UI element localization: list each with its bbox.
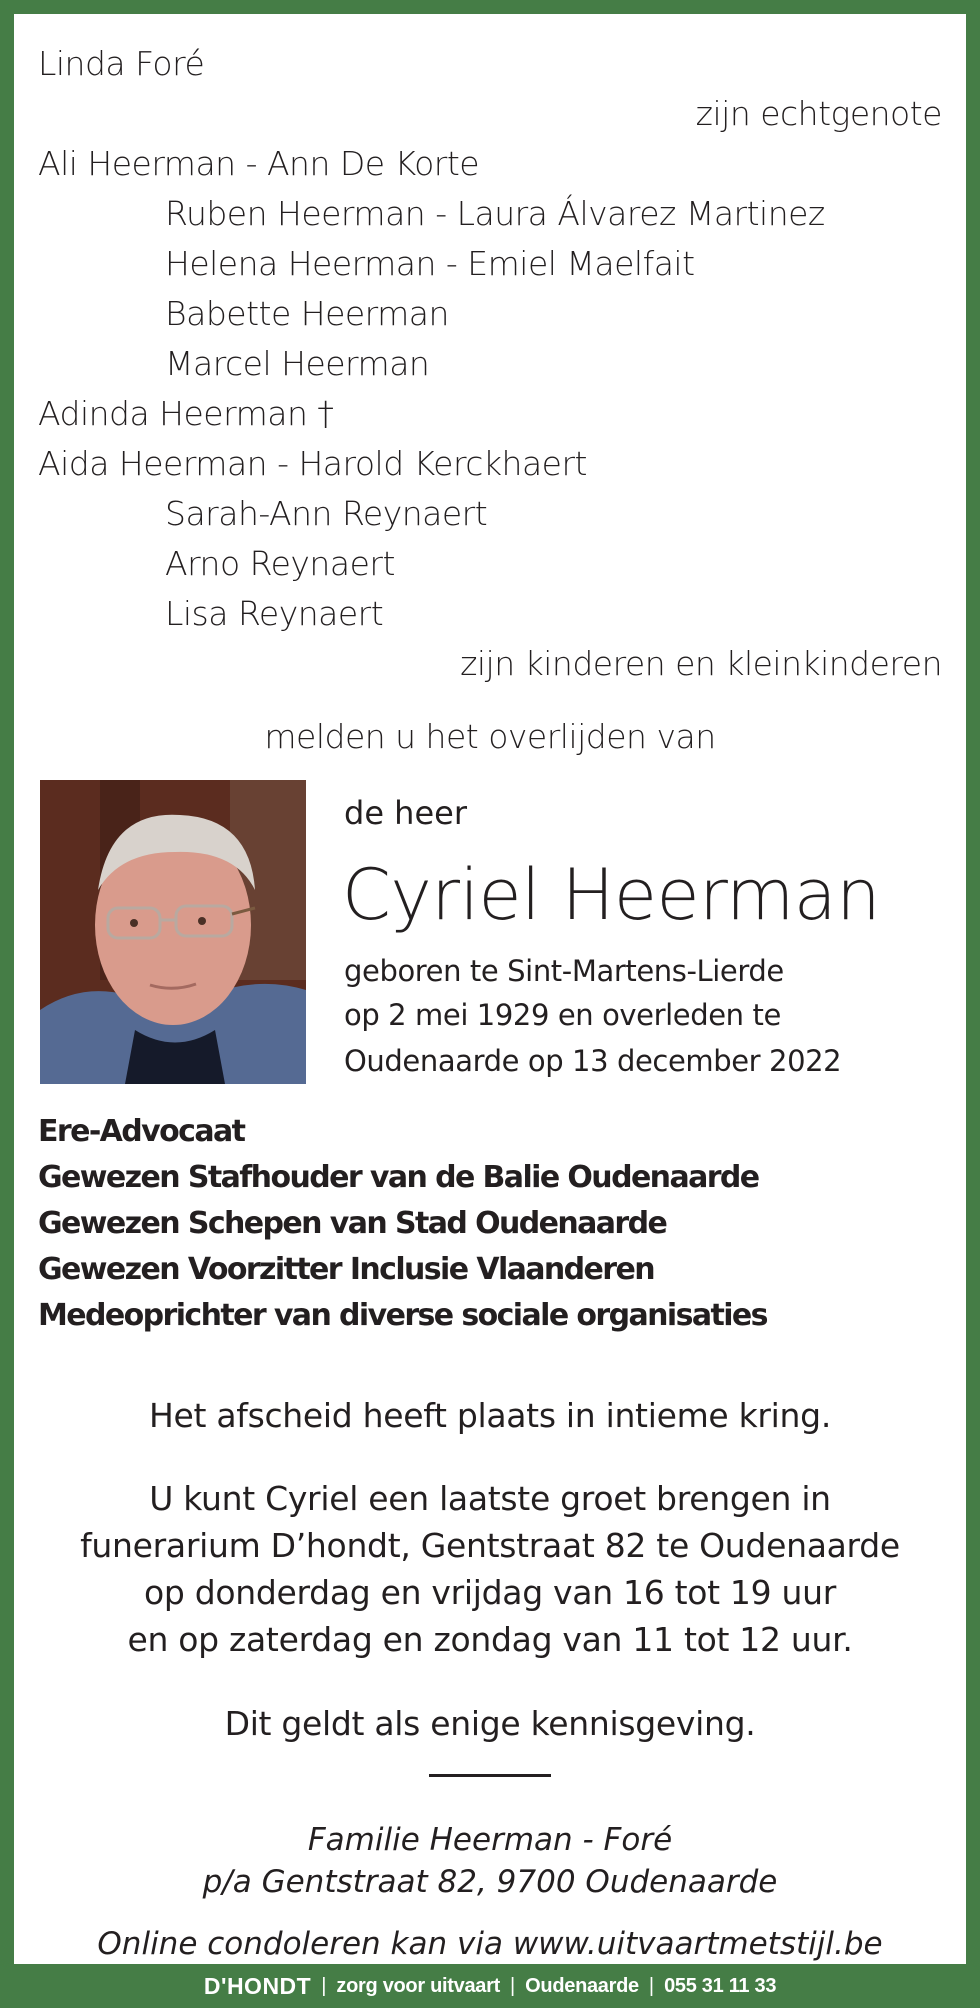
contact-line: Familie Heerman - Foré	[307, 1822, 673, 1858]
title-line: Ere-Advocaat	[38, 1114, 245, 1149]
dhondt-logo: D'HONDT	[203, 1972, 312, 1999]
footer-tagline: zorg voor uitvaart	[336, 1974, 500, 1997]
family-line: Ali Heerman - Ann De Korte	[38, 144, 480, 183]
footer-phone[interactable]: 055 31 11 33	[664, 1974, 777, 1997]
family-line: Aida Heerman - Harold Kerckhaert	[38, 444, 587, 483]
title-line: Gewezen Stafhouder van de Balie Oudenaarde	[38, 1160, 759, 1195]
separator: |	[648, 1974, 655, 1997]
death-line: Oudenaarde op 13 december 2022	[344, 1044, 842, 1078]
birth-line: op 2 mei 1929 en overleden te	[344, 998, 781, 1032]
birth-line: geboren te Sint-Martens-Lierde	[344, 954, 784, 988]
family-line: Ruben Heerman - Laura Álvarez Martinez	[165, 194, 825, 233]
family-line: Babette Heerman	[165, 294, 449, 333]
deceased-name: Cyriel Heerman	[342, 854, 881, 936]
honorific: de heer	[344, 794, 467, 832]
family-line: Helena Heerman - Emiel Maelfait	[165, 244, 695, 283]
online-condolence-link[interactable]: Online condoleren kan via www.uitvaartmetstijl.be	[97, 1926, 883, 1962]
obituary-card	[14, 14, 966, 1964]
visit-line: funerarium D’hondt, Gentstraat 82 te Oudenaarde	[80, 1526, 900, 1565]
family-line: Marcel Heerman	[165, 344, 430, 383]
title-line: Medeoprichter van diverse sociale organisaties	[38, 1298, 767, 1333]
title-line: Gewezen Voorzitter Inclusie Vlaanderen	[38, 1252, 654, 1287]
separator: |	[321, 1974, 327, 1997]
announce-text: melden u het overlijden van	[264, 717, 716, 756]
footer-city: Oudenaarde	[525, 1974, 639, 1997]
family-line: Adinda Heerman †	[38, 394, 334, 433]
family-line: Linda Foré	[38, 44, 205, 83]
footer-bar	[0, 1964, 980, 2008]
family-line: Lisa Reynaert	[165, 594, 384, 633]
title-line: Gewezen Schepen van Stad Oudenaarde	[38, 1206, 667, 1241]
portrait-photo	[40, 780, 306, 1084]
contact-line: p/a Gentstraat 82, 9700 Oudenaarde	[202, 1864, 778, 1900]
farewell-text: Het afscheid heeft plaats in intieme kring.	[148, 1396, 832, 1435]
separator: |	[509, 1974, 516, 1997]
only-notice-text: Dit geldt als enige kennisgeving.	[224, 1704, 756, 1743]
visit-line: op donderdag en vrijdag van 16 tot 19 uur	[143, 1573, 837, 1612]
portrait-illustration-icon	[40, 780, 306, 1084]
family-relation: zijn echtgenote	[695, 94, 942, 133]
family-relation: zijn kinderen en kleinkinderen	[460, 644, 942, 683]
family-line: Sarah-Ann Reynaert	[165, 494, 488, 533]
family-line: Arno Reynaert	[165, 544, 395, 583]
visit-line: en op zaterdag en zondag van 11 tot 12 uur.	[127, 1620, 853, 1659]
visit-line: U kunt Cyriel een laatste groet brengen in	[149, 1479, 831, 1518]
divider	[429, 1774, 551, 1777]
